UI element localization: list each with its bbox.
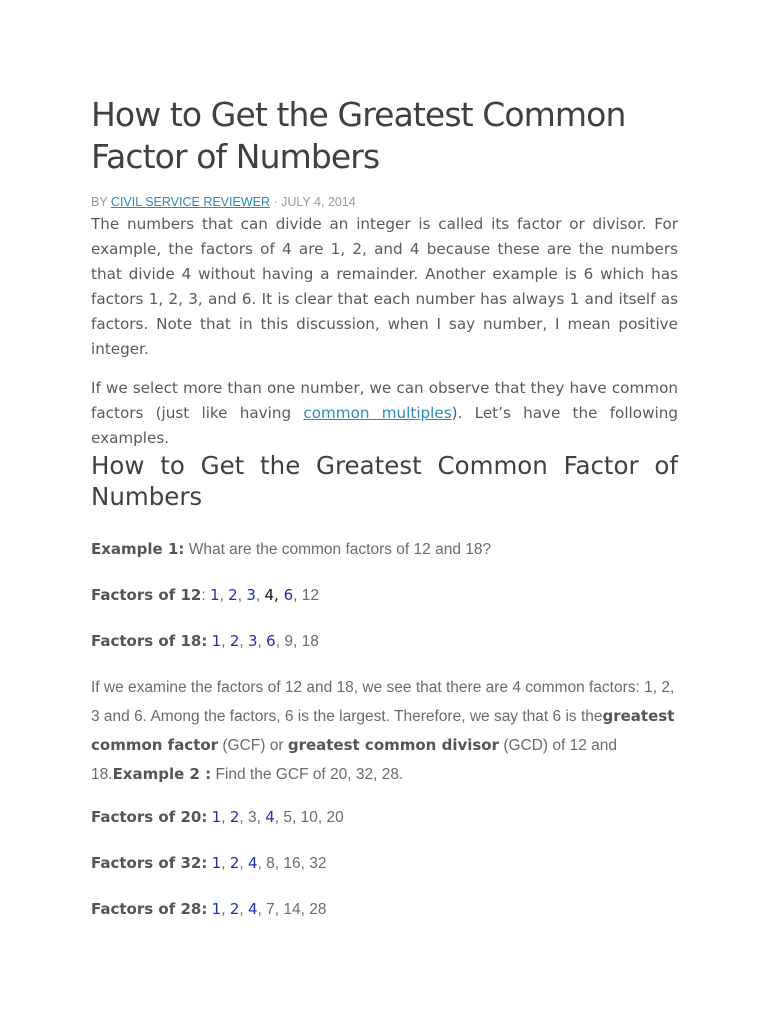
common-multiples-link[interactable]: common multiples xyxy=(303,404,452,422)
factors-12-label: Factors of 12 xyxy=(91,586,202,604)
byline xyxy=(91,194,356,210)
example-2-label: Example 2 : xyxy=(112,765,212,783)
example-1-label: Example 1: xyxy=(91,540,185,558)
example-1 xyxy=(91,538,491,561)
common-factor: 4 xyxy=(265,808,275,826)
common-factor: 1 xyxy=(211,808,222,826)
separator: , xyxy=(274,855,284,872)
common-factor: 1 xyxy=(211,900,222,918)
separator: , xyxy=(300,855,310,872)
separator: , xyxy=(221,633,230,650)
factors-of-28 xyxy=(91,898,327,921)
explanation-text: (GCF) or xyxy=(218,737,288,754)
separator: , xyxy=(239,855,248,872)
common-factor: 2 xyxy=(229,854,240,872)
explanation-paragraph xyxy=(91,674,678,789)
factor: 32 xyxy=(309,855,327,872)
author-link[interactable]: CIVIL SERVICE REVIEWER xyxy=(110,195,270,209)
factor: 28 xyxy=(309,901,327,918)
common-factor: 1 xyxy=(211,632,222,650)
common-factor: 3 xyxy=(248,632,258,650)
separator: , xyxy=(257,633,267,650)
article-title: How to Get the Greatest Common Factor of Numbers xyxy=(91,95,626,176)
common-factor: 6 xyxy=(266,632,276,650)
factors-of-20 xyxy=(91,806,344,829)
separator: , xyxy=(292,633,302,650)
separator: , xyxy=(256,809,266,826)
common-factor: 3 xyxy=(246,586,256,604)
separator: , xyxy=(221,809,230,826)
separator: , xyxy=(274,586,284,604)
common-factor: 4 xyxy=(248,900,258,918)
example-1-question: What are the common factors of 12 and 18? xyxy=(184,541,492,558)
separator: , xyxy=(317,809,327,826)
common-factor: 6 xyxy=(283,586,294,604)
factors-of-12 xyxy=(91,584,319,607)
factors-of-32 xyxy=(91,852,327,875)
factor: 12 xyxy=(301,587,319,604)
explanation-text: If we examine the factors of 12 and 18, we see that there are 4 common factors: 1, 2, 3 and 6. Among the factors, 6 is the largest. Therefore, we say that 6 is the xyxy=(91,679,675,725)
factors-18-label: Factors of 18: xyxy=(91,632,208,650)
explanation-text: (GCD) of 12 and 18. xyxy=(91,737,618,783)
separator: , xyxy=(255,587,265,604)
factor: 9 xyxy=(284,633,293,650)
separator: , xyxy=(274,901,284,918)
byline-by: BY xyxy=(91,195,111,209)
separator: , xyxy=(239,901,248,918)
separator: , xyxy=(239,633,248,650)
factors-28-label: Factors of 28: xyxy=(91,900,208,918)
factor: 10 xyxy=(300,809,318,826)
factor: 16 xyxy=(283,855,301,872)
factor: 5 xyxy=(283,809,293,826)
separator: , xyxy=(219,587,229,604)
separator: , xyxy=(293,587,302,604)
factor: 20 xyxy=(326,809,344,826)
colon: : xyxy=(201,587,210,604)
common-factor: 4 xyxy=(248,854,258,872)
factor: 3 xyxy=(248,809,257,826)
separator: , xyxy=(237,587,247,604)
separator: , xyxy=(239,809,248,826)
factors-20-label: Factors of 20: xyxy=(91,808,208,826)
common-factor: 2 xyxy=(229,632,240,650)
factors-of-18 xyxy=(91,630,319,653)
separator: , xyxy=(274,809,284,826)
example-2-question: Find the GCF of 20, 32, 28. xyxy=(211,766,404,783)
separator: , xyxy=(292,809,301,826)
intro-paragraph: The numbers that can divide an integer is called its factor or divisor. For example, the factors of 4 are 1, 2, and 4 because these are the numbers that divide 4 without having a remainder. Another example is 6 which has factors 1, 2, 3, and 6. It is clear that each number has always 1 and itself as factors. Note that in this discussion, when I say number, I mean positive integer. xyxy=(91,215,678,358)
separator: , xyxy=(257,855,267,872)
gcf-term: greatest common factor xyxy=(91,707,675,754)
separator: , xyxy=(275,633,285,650)
separator: , xyxy=(300,901,310,918)
factor: 8 xyxy=(266,855,275,872)
para2-text-after: ). Let’s have the following examples. xyxy=(91,404,678,447)
common-factor: 2 xyxy=(229,900,240,918)
factor: 18 xyxy=(301,633,319,650)
factor: 4 xyxy=(264,586,275,604)
common-factor: 2 xyxy=(229,808,240,826)
common-factor: 1 xyxy=(211,854,222,872)
factor: 7 xyxy=(266,901,275,918)
gcd-term: greatest common divisor xyxy=(287,736,500,754)
publish-date: JULY 4, 2014 xyxy=(281,195,356,209)
byline-separator: · xyxy=(270,195,282,209)
common-factor: 2 xyxy=(228,586,238,604)
factor: 14 xyxy=(283,901,301,918)
para2-text-before: If we select more than one number, we can observe that they have common factors (just like having xyxy=(91,379,678,422)
separator: , xyxy=(221,901,230,918)
second-paragraph xyxy=(91,376,678,451)
section-heading: How to Get the Greatest Common Factor of Numbers xyxy=(91,451,678,511)
factors-32-label: Factors of 32: xyxy=(91,854,208,872)
separator: , xyxy=(221,855,230,872)
common-factor: 1 xyxy=(209,586,220,604)
separator: , xyxy=(257,901,267,918)
